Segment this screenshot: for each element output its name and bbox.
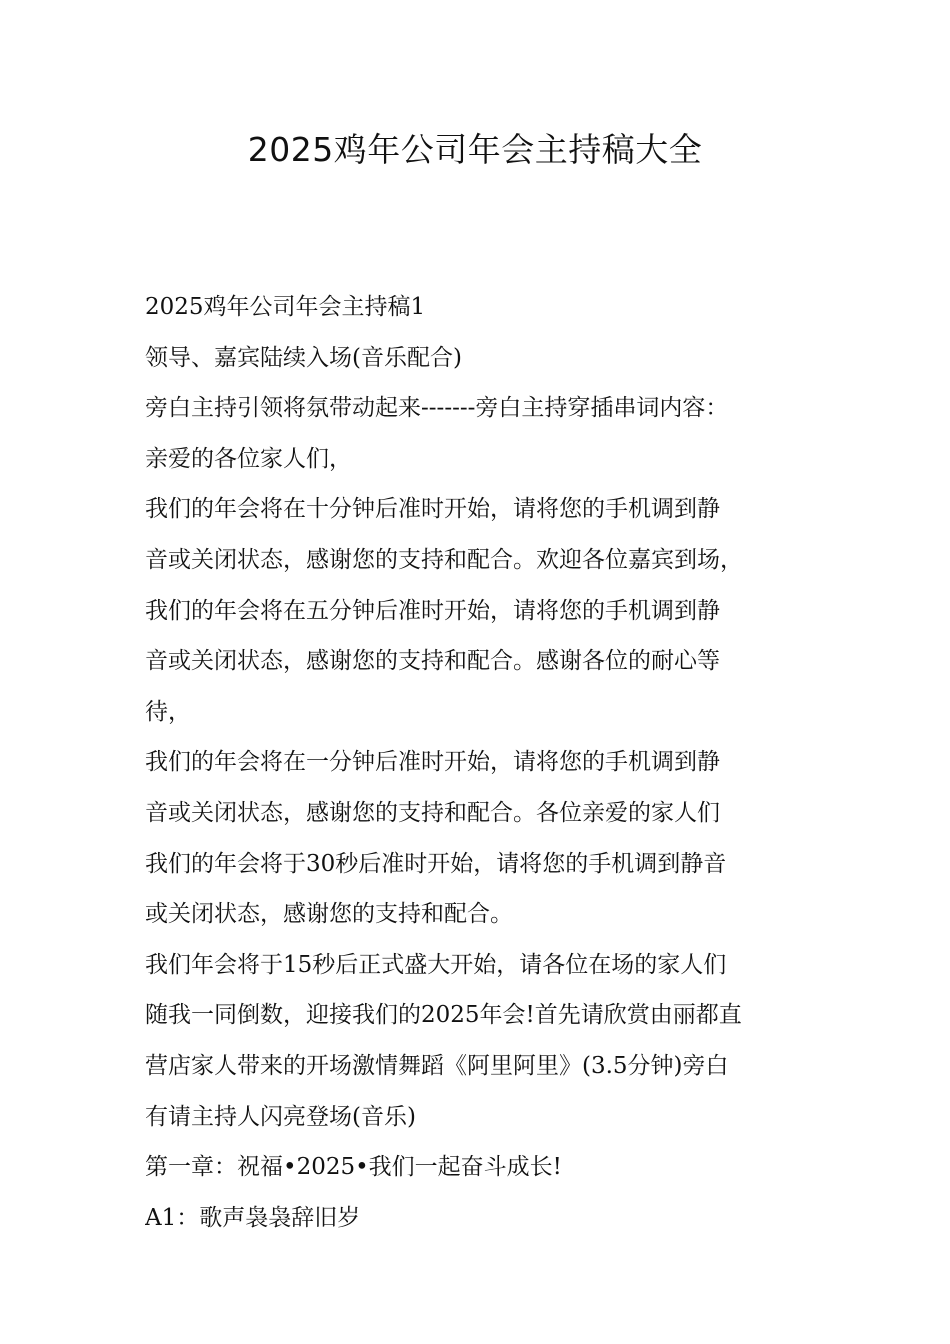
text-line: 音或关闭状态，感谢您的支持和配合。各位亲爱的家人们 — [145, 799, 720, 826]
text-line: 我们的年会将于30秒后准时开始，请将您的手机调到静音 — [145, 850, 727, 877]
text-line: 旁白主持引领将氛带动起来-------旁白主持穿插串词内容： — [145, 395, 729, 422]
text-line: 营店家人带来的开场激情舞蹈《阿里阿里》(3.5分钟)旁白 — [145, 1052, 729, 1079]
text-line: 我们的年会将在十分钟后准时开始，请将您的手机调到静 — [145, 496, 720, 523]
text-line: 第一章：祝福•2025•我们一起奋斗成长! — [145, 1154, 562, 1181]
text-line: 2025鸡年公司年会主持稿1 — [145, 294, 426, 320]
text-line: 领导、嘉宾陆续入场(音乐配合) — [145, 344, 462, 371]
document-body — [145, 282, 810, 1243]
text-line: 有请主持人闪亮登场(音乐) — [145, 1103, 416, 1130]
document-title: 2025鸡年公司年会主持稿大全 — [247, 130, 703, 169]
text-line: 音或关闭状态，感谢您的支持和配合。欢迎各位嘉宾到场， — [145, 546, 743, 573]
text-line: 亲爱的各位家人们， — [145, 445, 352, 472]
text-line: 或关闭状态，感谢您的支持和配合。 — [145, 901, 513, 928]
text-line: 音或关闭状态，感谢您的支持和配合。感谢各位的耐心等 — [145, 648, 720, 675]
text-line: 待， — [145, 698, 191, 725]
text-line: 我们的年会将在一分钟后准时开始，请将您的手机调到静 — [145, 749, 720, 776]
text-line: 我们的年会将在五分钟后准时开始，请将您的手机调到静 — [145, 597, 720, 624]
text-line: A1：歌声袅袅辞旧岁 — [145, 1204, 361, 1231]
text-line: 随我一同倒数，迎接我们的2025年会!首先请欣赏由丽都直 — [145, 1002, 742, 1029]
text-line: 我们年会将于15秒后正式盛大开始，请各位在场的家人们 — [145, 951, 727, 978]
